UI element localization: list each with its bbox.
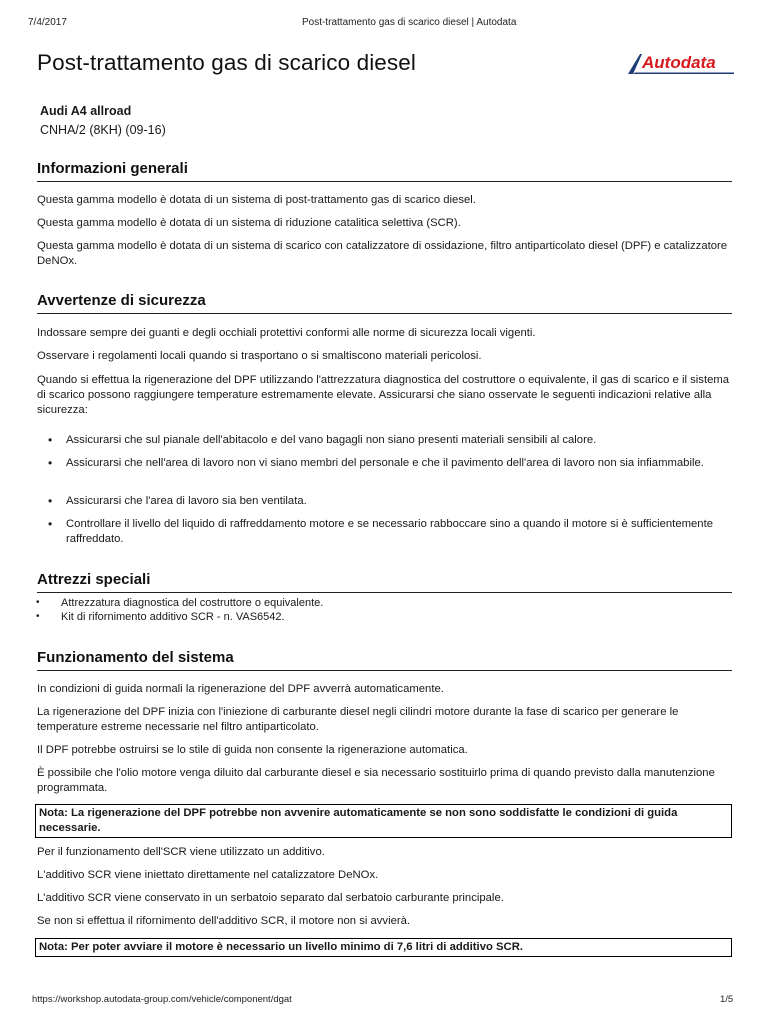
section-operation-heading: Funzionamento del sistema bbox=[37, 649, 732, 671]
bullet-dot: • bbox=[48, 433, 53, 447]
safety-bullet-4: Controllare il livello del liquido di raffreddamento motore e se necessario rabboccare sino a quando il motore si è sufficientemente raffreddato. bbox=[66, 518, 714, 545]
note-box-1: Nota: La rigenerazione del DPF potrebbe non avvenire automaticamente se non sono soddisfatte le condizioni di guida necessarie. bbox=[35, 804, 732, 838]
safety-bullet-2: Assicurarsi che nell'area di lavoro non vi siano membri del personale e che il pavimento dell'area di lavoro non sia infiammabile. bbox=[66, 457, 704, 469]
note-box-2: Nota: Per poter avviare il motore è necessario un livello minimo di 7,6 litri di additivo SCR. bbox=[35, 938, 732, 957]
page-title: Post-trattamento gas di scarico diesel bbox=[37, 50, 416, 75]
operation-text-8: Se non si effettua il rifornimento dell'additivo SCR, il motore non si avvierà. bbox=[37, 915, 411, 927]
print-title: Post-trattamento gas di scarico diesel | Autodata bbox=[302, 17, 517, 28]
operation-text-2: La rigenerazione del DPF inizia con l'iniezione di carburante diesel negli cilindri motore durante la fase di scarico per generare le temperature estreme necessarie nel filtro antiparticolato. bbox=[37, 706, 679, 733]
print-date: 7/4/2017 bbox=[28, 17, 67, 28]
tool-item-2: Kit di rifornimento additivo SCR - n. VAS6542. bbox=[61, 611, 285, 623]
operation-text-7: L'additivo SCR viene conservato in un serbatoio separato dal serbatoio carburante principale. bbox=[37, 892, 504, 904]
section-safety-heading: Avvertenze di sicurezza bbox=[37, 292, 732, 314]
vehicle-code: CNHA/2 (8KH) (09-16) bbox=[40, 123, 166, 137]
logo-text: Autodata bbox=[642, 53, 716, 72]
tool-item-1: Attrezzatura diagnostica del costruttore o equivalente. bbox=[61, 597, 324, 609]
general-text-3: Questa gamma modello è dotata di un sistema di scarico con catalizzatore di ossidazione, filtro antiparticolato diesel (DPF) e catalizzatore DeNOx. bbox=[37, 240, 728, 267]
safety-text-2: Osservare i regolamenti locali quando si trasportano o si smaltiscono materiali pericolosi. bbox=[37, 350, 482, 362]
bullet-dot: • bbox=[48, 517, 53, 531]
footer-url[interactable]: https://workshop.autodata-group.com/vehicle/component/dgat bbox=[32, 994, 292, 1005]
autodata-logo bbox=[626, 50, 734, 76]
logo-swoosh bbox=[628, 54, 642, 74]
operation-text-4: È possibile che l'olio motore venga diluito dal carburante diesel e sia necessario sostituirlo prima di quando previsto dalla manutenzione programmata. bbox=[37, 767, 715, 794]
section-general-heading: Informazioni generali bbox=[37, 160, 732, 182]
bullet-dot: • bbox=[36, 597, 40, 608]
vehicle-name: Audi A4 allroad bbox=[40, 104, 132, 118]
safety-text-1: Indossare sempre dei guanti e degli occhiali protettivi conformi alle norme di sicurezza locali vigenti. bbox=[37, 327, 536, 339]
operation-text-1: In condizioni di guida normali la rigenerazione del DPF avverrà automaticamente. bbox=[37, 683, 444, 695]
operation-text-5: Per il funzionamento dell'SCR viene utilizzato un additivo. bbox=[37, 846, 325, 858]
safety-text-3: Quando si effettua la rigenerazione del DPF utilizzando l'attrezzatura diagnostica del costruttore o equivalente, il gas di scarico e il sistema di scarico possono raggiungere temperature estremamente elevate. Assicurarsi che siano osservate le seguenti indicazioni relative alla sicurezza: bbox=[37, 374, 730, 416]
safety-bullet-1: Assicurarsi che sul pianale dell'abitacolo e del vano bagagli non siano presenti materiali sensibili al calore. bbox=[66, 434, 597, 446]
general-text-2: Questa gamma modello è dotata di un sistema di riduzione catalitica selettiva (SCR). bbox=[37, 217, 461, 229]
general-text-1: Questa gamma modello è dotata di un sistema di post-trattamento gas di scarico diesel. bbox=[37, 194, 476, 206]
bullet-dot: • bbox=[48, 456, 53, 470]
section-tools-heading: Attrezzi speciali bbox=[37, 571, 732, 593]
bullet-dot: • bbox=[48, 494, 53, 508]
operation-text-6: L'additivo SCR viene iniettato direttamente nel catalizzatore DeNOx. bbox=[37, 869, 379, 881]
bullet-dot: • bbox=[36, 611, 40, 622]
safety-bullet-3: Assicurarsi che l'area di lavoro sia ben ventilata. bbox=[66, 495, 307, 507]
logo-underline bbox=[633, 73, 734, 75]
operation-text-3: Il DPF potrebbe ostruirsi se lo stile di guida non consente la rigenerazione automatica. bbox=[37, 744, 468, 756]
page-number: 1/5 bbox=[720, 994, 734, 1005]
